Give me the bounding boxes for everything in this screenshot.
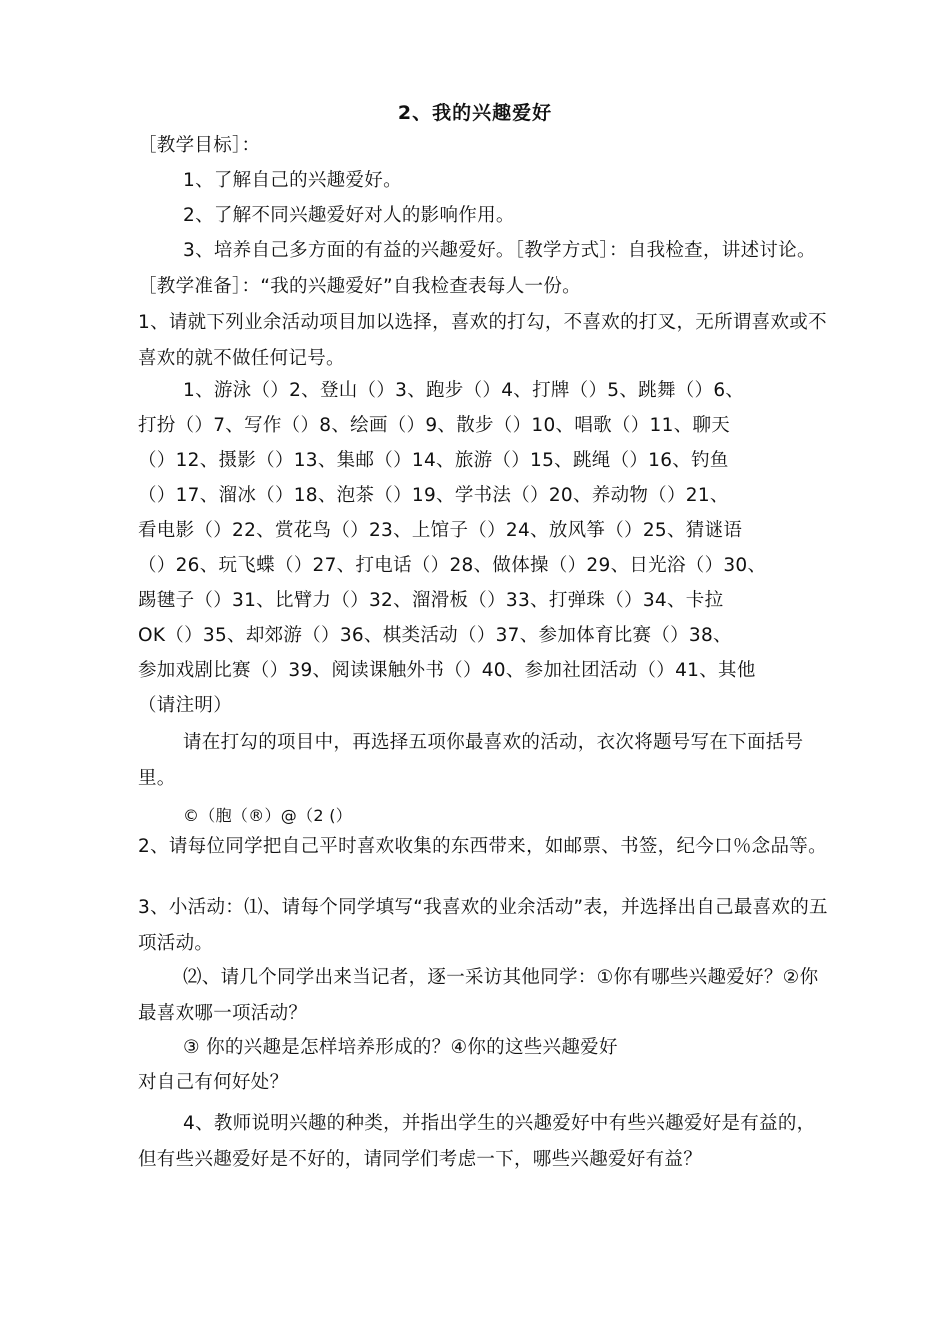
section-2: 2、请每位同学把自己平时喜欢收集的东西带来，如邮票、书签，纪今口％念品等。 xyxy=(138,836,827,857)
objective-1: 1、了解自己的兴趣爱好。 xyxy=(183,170,402,191)
activity-line: OK（）35、却郊游（）36、棋类活动（）37、参加体育比赛（）38、 xyxy=(138,625,732,646)
activity-line: 踢毽子（）31、比臂力（）32、溜滑板（）33、打弹珠（）34、卡拉 xyxy=(138,590,724,611)
section-3-line-3: ③ 你的兴趣是怎样培养形成的？④你的这些兴趣爱好 xyxy=(183,1037,618,1058)
symbols-line: ©（胞（®）@（2 (） xyxy=(183,806,353,825)
activity-line: 打扮（）7、写作（）8、绘画（）9、散步（）10、唱歌（）11、聊天 xyxy=(138,415,731,436)
document-title: 2、我的兴趣爱好 xyxy=(397,102,553,124)
activity-line: （请注明） xyxy=(138,695,233,716)
activity-line: 看电影（）22、赏花鸟（）23、上馆子（）24、放风筝（）25、猜谜语 xyxy=(138,520,743,541)
section-3-line-4: 对自己有何好处？ xyxy=(138,1072,289,1093)
select-five-instruction: 请在打勾的项目中，再选择五项你最喜欢的活动，衣次将题号写在下面括号里。 xyxy=(138,732,804,789)
activity-line: （）17、溜冰（）18、泡茶（）19、学书法（）20、养动物（）21、 xyxy=(138,485,729,506)
objective-3: 3、培养自己多方面的有益的兴趣爱好。［教学方式］：自我检查，讲述讨论。［教学准备］：“我的兴趣爱好”自我检查表每人一份。 xyxy=(138,240,816,297)
section-3-line-2: ⑵、请几个同学出来当记者，逐一采访其他同学：①你有哪些兴趣爱好？②你最喜欢哪一项活动？ xyxy=(138,967,819,1024)
activity-line: 1、游泳（）2、登山（）3、跑步（）4、打牌（）5、跳舞（）6、 xyxy=(183,380,745,401)
activity-line: 参加戏剧比赛（）39、阅读课触外书（）40、参加社团活动（）41、其他 xyxy=(138,660,756,681)
section-4: 4、教师说明兴趣的种类，并指出学生的兴趣爱好中有些兴趣爱好是有益的，但有些兴趣爱好是不好的，请同学们考虑一下，哪些兴趣爱好有益？ xyxy=(138,1113,816,1170)
section1-instruction: 1、请就下列业余活动项目加以选择，喜欢的打勾，不喜欢的打叉，无所谓喜欢或不喜欢的就不做任何记号。 xyxy=(138,312,827,369)
objective-2: 2、了解不同兴趣爱好对人的影响作用。 xyxy=(183,205,515,226)
activity-line: （）26、玩飞蝶（）27、打电话（）28、做体操（）29、日光浴（）30、 xyxy=(138,555,767,576)
objectives-header: ［教学目标］： xyxy=(138,135,261,156)
section-3-line-1: 3、小活动：⑴、请每个同学填写“我喜欢的业余活动”表，并选择出自己最喜欢的五项活动。 xyxy=(138,897,828,954)
activity-line: （）12、摄影（）13、集邮（）14、旅游（）15、跳绳（）16、钓鱼 xyxy=(138,450,729,471)
